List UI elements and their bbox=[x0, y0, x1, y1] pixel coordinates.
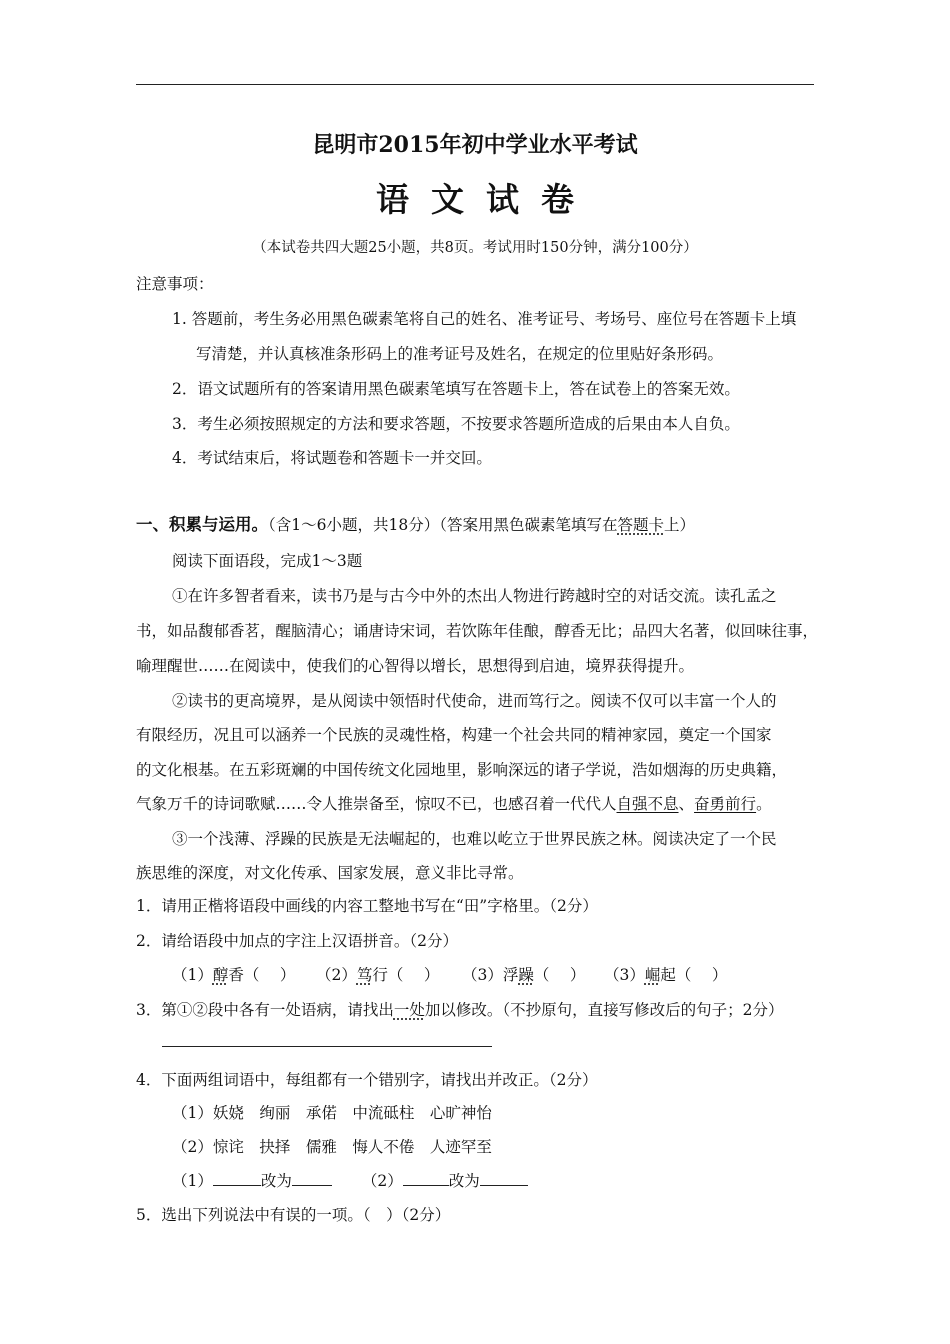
notice-item-1b: 写清楚，并认真核准条形码上的准考证号及姓名，在规定的位里贴好条形码。 bbox=[196, 345, 724, 363]
underlined-phrase-1: 自强不息 bbox=[616, 795, 679, 813]
question-4-group-2: （2）惊诧 抉择 儒雅 悔人不倦 人迹罕至 bbox=[172, 1138, 492, 1156]
question-4: 4．下面两组词语中，每组都有一个错别字，请找出并改正。（2分） bbox=[136, 1071, 598, 1089]
passage-p3-line2: 族思维的深度，对文化传承、国家发展，意义非比寻常。 bbox=[136, 864, 524, 882]
question-3-answer-line[interactable] bbox=[162, 1046, 492, 1047]
answer-blank[interactable] bbox=[480, 1171, 528, 1186]
passage-p1-line1: ①在许多智者看来，读书乃是与古今中外的杰出人物进行跨越时空的对话交流。读孔孟之 bbox=[172, 587, 777, 605]
question-2-option-2: （2）笃行（ ） bbox=[316, 966, 440, 984]
notice-item-4: 4．考试结束后，将试题卷和答题卡一并交回。 bbox=[172, 449, 492, 467]
question-1: 1．请用正楷将语段中画线的内容工整地书写在“田”字格里。（2分） bbox=[136, 897, 598, 915]
question-4-group-1: （1）妖娆 绚丽 承偌 中流砥柱 心旷神怡 bbox=[172, 1104, 492, 1122]
question-2-option-4: （3）崛起（ ） bbox=[604, 966, 728, 984]
answer-blank[interactable] bbox=[292, 1171, 332, 1186]
underlined-phrase-2: 奋勇前行 bbox=[694, 795, 757, 813]
question-2-option-3: （3）浮躁（ ） bbox=[462, 966, 586, 984]
passage-p2-line1: ②读书的更高境界，是从阅读中领悟时代使命，进而笃行之。阅读不仅可以丰富一个人的 bbox=[172, 692, 777, 710]
answer-blank[interactable] bbox=[213, 1171, 261, 1186]
notice-item-3: 3．考生必须按照规定的方法和要求答题，不按要求答题所造成的后果由本人自负。 bbox=[172, 415, 740, 433]
passage-p1-line2: 书，如品馥郁香茗，醒脑清心；诵唐诗宋词，若饮陈年佳酿，醇香无比；品四大名著，似回味往事， bbox=[136, 622, 819, 640]
passage-p2-line3: 的文化根基。在五彩斑斓的中国传统文化园地里，影响深远的诸子学说，浩如烟海的历史典籍， bbox=[136, 761, 788, 779]
paper-note: （本试卷共四大题25小题，共8页。考试用时150分钟，满分100分） bbox=[252, 240, 698, 256]
question-2: 2．请给语段中加点的字注上汉语拼音。（2分） bbox=[136, 932, 458, 950]
passage-p1-line3: 喻理醒世……在阅读中，使我们的心智得以增长，思想得到启迪，境界获得提升。 bbox=[136, 657, 695, 675]
passage-p3-line1: ③一个浅薄、浮躁的民族是无法崛起的，也难以屹立于世界民族之林。阅读决定了一个民 bbox=[172, 830, 777, 848]
question-2-option-1: （1）醇香（ ） bbox=[172, 966, 296, 984]
section1-info: （含1～6小题，共18分）（答案用黑色碳素笔填写在答题卡上） bbox=[268, 516, 695, 534]
section1-heading: 一、积累与运用。 bbox=[136, 515, 268, 534]
passage-p2-line2: 有限经历，况且可以涵养一个民族的灵魂性格，构建一个社会共同的精神家园，奠定一个国家 bbox=[136, 726, 772, 744]
passage-intro: 阅读下面语段，完成1～3题 bbox=[172, 552, 363, 570]
paper-title: 语文试卷 bbox=[376, 180, 596, 219]
passage-p2-line4: 气象万千的诗词歌赋……令人推崇备至，惊叹不已，也感召着一代代人自强不息、奋勇前行。 bbox=[136, 795, 772, 813]
section1-heading-line bbox=[136, 511, 695, 535]
top-rule bbox=[136, 84, 814, 85]
question-4-answers: （1） 改为 （2） 改为 bbox=[172, 1169, 528, 1191]
exam-title: 昆明市2015年初中学业水平考试 bbox=[312, 132, 638, 158]
notice-item-1a: 1. 答题前，考生务必用黑色碳素笔将自己的姓名、准考证号、考场号、座位号在答题卡上填 bbox=[172, 310, 797, 328]
question-3: 3．第①②段中各有一处语病，请找出一处加以修改。（不抄原句，直接写修改后的句子；2分） bbox=[136, 1001, 784, 1019]
notice-item-2: 2．语文试题所有的答案请用黑色碳素笔填写在答题卡上，答在试卷上的答案无效。 bbox=[172, 380, 740, 398]
question-5: 5．选出下列说法中有误的一项。（ ）（2分） bbox=[136, 1206, 451, 1224]
notice-heading: 注意事项： bbox=[136, 275, 214, 293]
answer-blank[interactable] bbox=[403, 1171, 449, 1186]
